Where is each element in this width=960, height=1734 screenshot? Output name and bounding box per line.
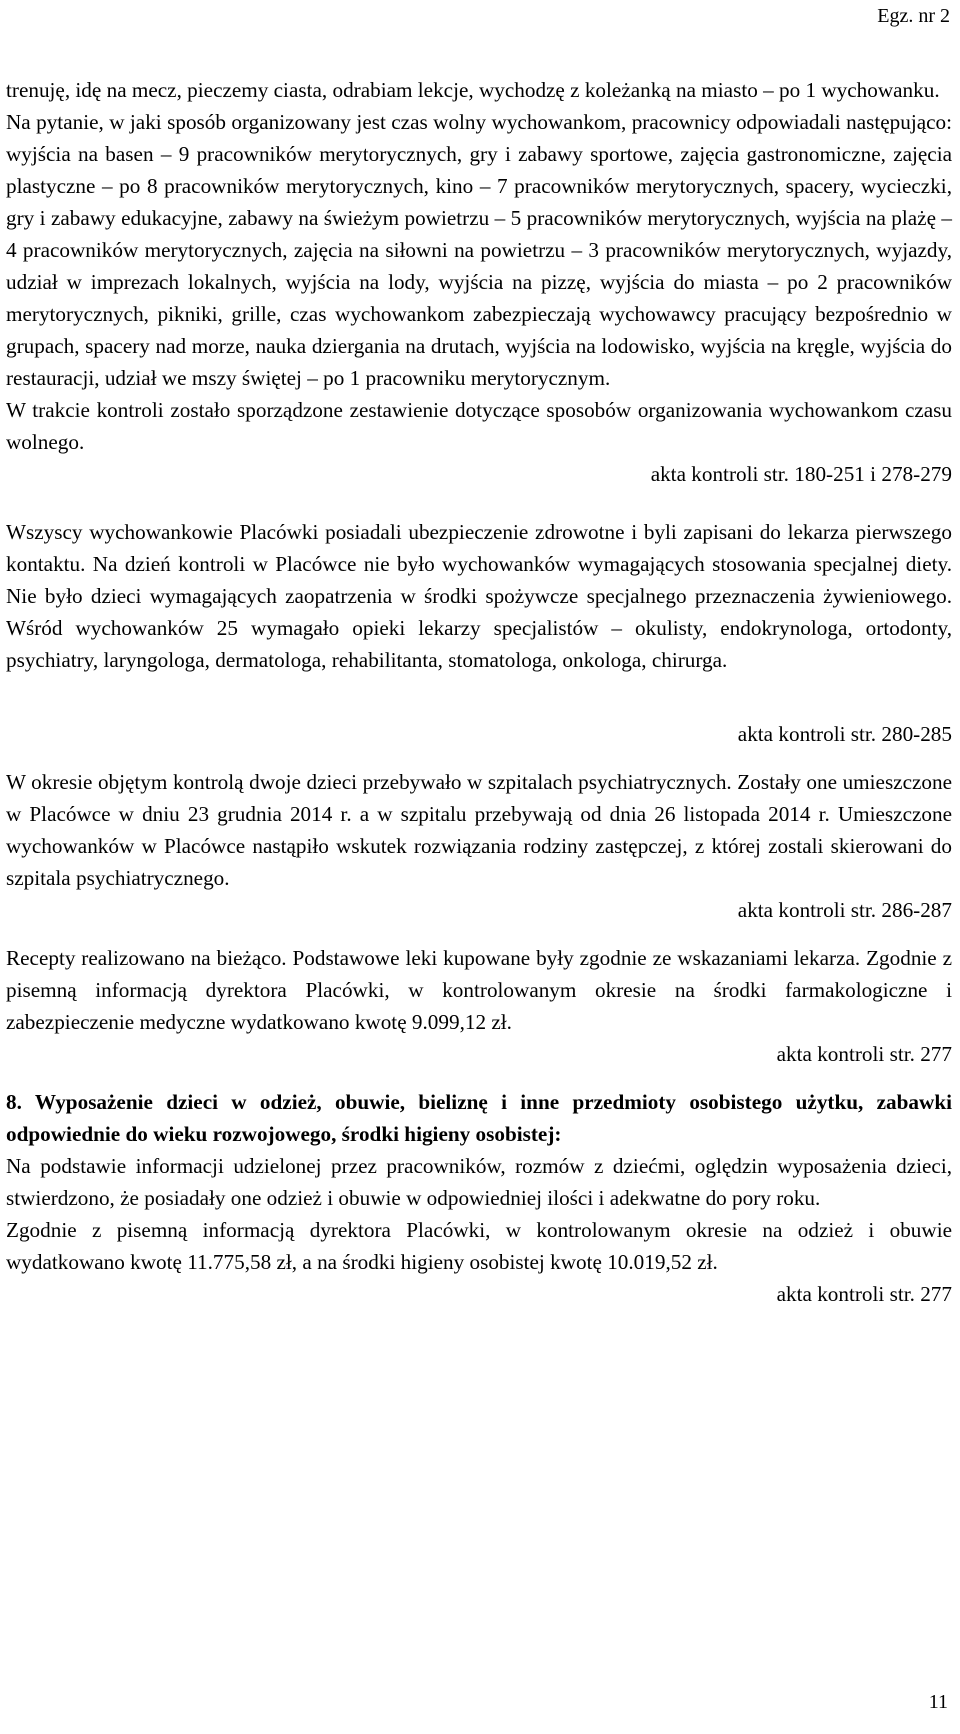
paragraph-leisure-continued: trenuję, idę na mecz, pieczemy ciasta, odrabiam lekcje, wychodzę z koleżanką na miasto – po 1 wychowanku.: [6, 78, 940, 102]
file-reference: akta kontroli str. 180-251 i 278-279: [650, 462, 952, 486]
paragraph-prescriptions: Recepty realizowano na bieżąco. Podstawowe leki kupowane były zgodnie ze wskazaniami lekarza. Zgodnie z pisemną informacją dyrektora Placówki, w kontrolowanym okresie na środki farmakologiczne i zabezpieczenie medyczne wydatkowano kwotę 9.099,12 zł.: [6, 946, 952, 1034]
file-reference: akta kontroli str. 277: [776, 1282, 952, 1306]
file-reference: akta kontroli str. 286-287: [737, 898, 952, 922]
paragraph-clothing-expenses: Zgodnie z pisemną informacją dyrektora Placówki, w kontrolowanym okresie na odzież i obuwie wydatkowano kwotę 11.775,58 zł, a na środki higieny osobistej kwotę 10.019,52 zł.: [6, 1218, 952, 1274]
paragraph-health-insurance: Wszyscy wychowankowie Placówki posiadali ubezpieczenie zdrowotne i byli zapisani do lekarza pierwszego kontaktu. Na dzień kontroli w Placówce nie było wychowanków wymagających stosowania specjalnej diety. Nie było dzieci wymagających zaopatrzenia w środki spożywcze specjalnego przeznaczenia żywieniowego. Wśród wychowanków 25 wymagało opieki lekarzy specjalistów – okulisty, endokrynologa, ortodonty, psychiatry, laryngologa, dermatologa, rehabilitanta, stomatologa, onkologa, chirurga.: [6, 520, 952, 672]
paragraph-leisure-summary: W trakcie kontroli zostało sporządzone zestawienie dotyczące sposobów organizowania wychowankom czasu wolnego.: [6, 398, 952, 454]
paragraph-clothing-inspection: Na podstawie informacji udzielonej przez pracowników, rozmów z dziećmi, oględzin wyposażenia dzieci, stwierdzono, że posiadały one odzież i obuwie w odpowiedniej ilości i adekwatne do pory roku.: [6, 1154, 952, 1210]
file-reference: akta kontroli str. 277: [776, 1042, 952, 1066]
paragraph-hospitalization: W okresie objętym kontrolą dwoje dzieci przebywało w szpitalach psychiatrycznych. Zostały one umieszczone w Placówce w dniu 23 grudnia 2014 r. a w szpitalu przebywają od dnia 26 listopada 2014 r. Umieszczone wychowanków w Placówce nastąpiło wskutek rozwiązania rodziny zastępczej, z której zostali skierowani do szpitala psychiatrycznego.: [6, 770, 952, 890]
paragraph-leisure-staff-answers: Na pytanie, w jaki sposób organizowany jest czas wolny wychowankom, pracownicy odpowiadali następująco: wyjścia na basen – 9 pracowników merytorycznych, gry i zabawy sportowe, zajęcia gastronomiczne, zajęcia plastyczne – po 8 pracowników merytorycznych, kino – 7 pracowników merytorycznych, spacery, wycieczki, gry i zabawy edukacyjne, zabawy na świeżym powietrzu – 5 pracowników merytorycznych, wyjścia na plażę – 4 pracowników merytorycznych, zajęcia na siłowni na powietrzu – 3 pracowników merytorycznych, wyjazdy, udział w imprezach lokalnych, wyjścia na lody, wyjścia na pizzę, wyjścia do miasta – po 2 pracowników merytorycznych, pikniki, grille, czas wychowankom zabezpieczają wychowawcy pracujący bezpośrednio w grupach, spacery nad morze, nauka dziergania na drutach, wyjścia na lodowisko, wyjścia na kręgle, wyjścia do restauracji, udział we mszy świętej – po 1 pracowniku merytorycznym.: [6, 110, 952, 390]
document-body: [6, 74, 952, 1310]
page-number: 11: [928, 1691, 948, 1713]
exam-copy-label: Egz. nr 2: [877, 5, 950, 27]
section-heading: 8. Wyposażenie dzieci w odzież, obuwie, bieliznę i inne przedmioty osobistego użytku, zabawki odpowiednie do wieku rozwojowego, środki higieny osobistej:: [6, 1090, 952, 1146]
file-reference: akta kontroli str. 280-285: [737, 722, 952, 746]
